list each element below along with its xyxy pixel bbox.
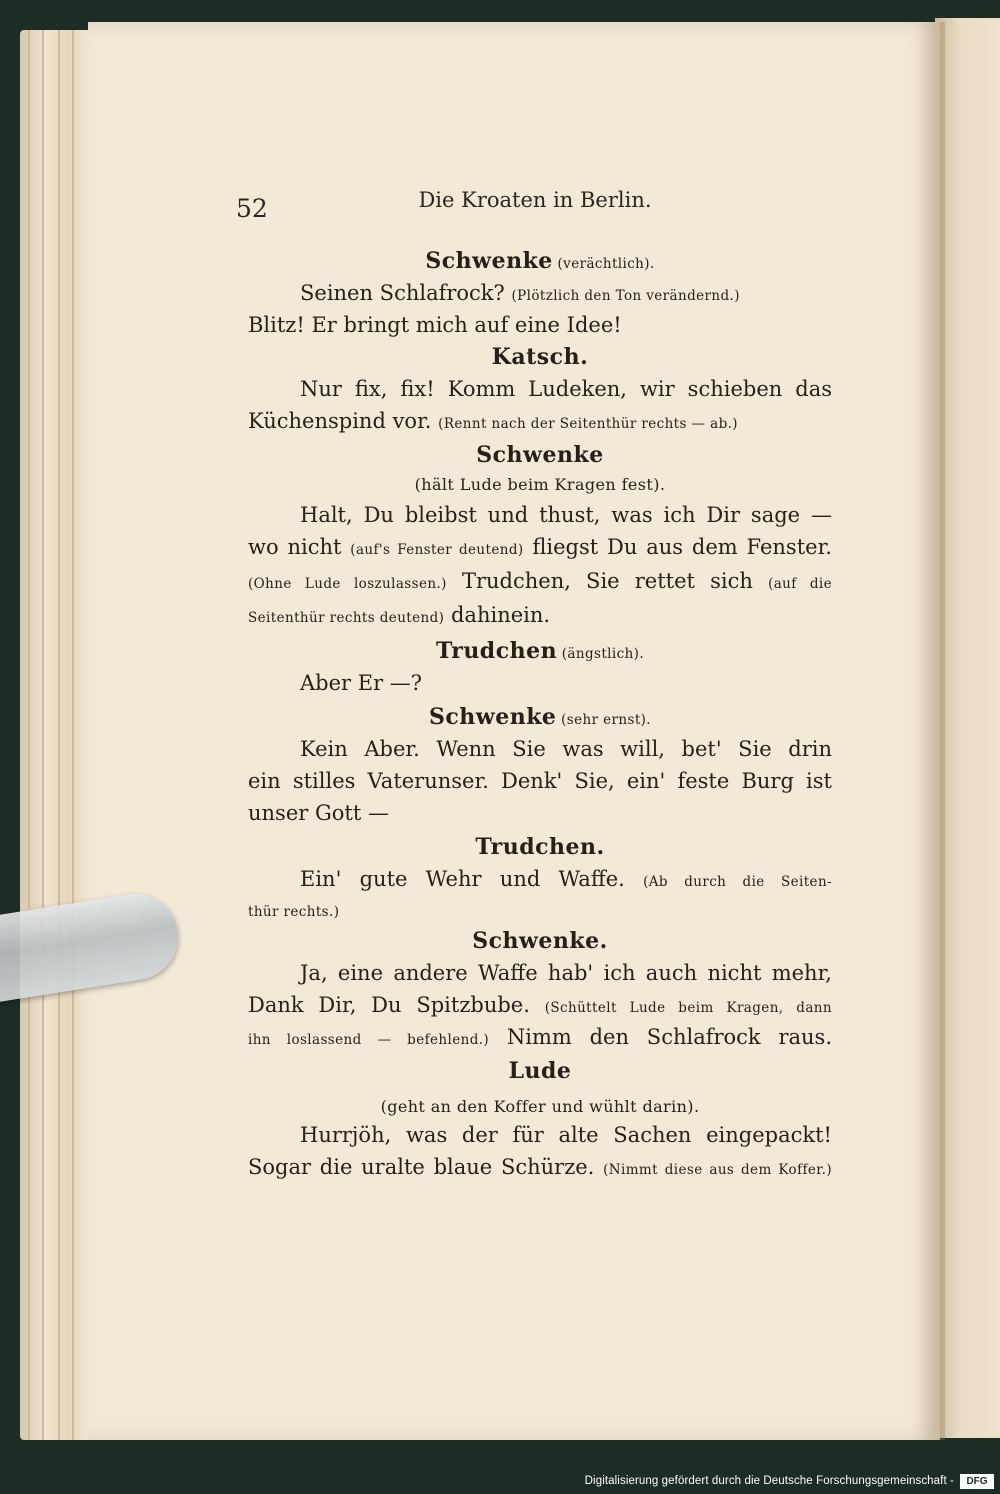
dialogue-line [248, 864, 832, 897]
dialogue-line [248, 500, 832, 530]
speaker-name [0, 1056, 1000, 1086]
dialogue-text: ein stilles Vaterunser. Denk' Sie, ein' feste Burg ist [248, 769, 832, 793]
dialogue-text: Kein Aber. Wenn Sie was will, bet' Sie drin [300, 737, 832, 761]
stage-direction: (hält Lude beim Kragen fest). [414, 475, 666, 494]
speaker-name [0, 342, 1000, 372]
stage-direction: Seitenthür rechts deutend) [248, 610, 445, 626]
speaker-label: Lude [508, 1058, 572, 1084]
dialogue-line [248, 1152, 832, 1185]
speaker-name [0, 636, 1000, 669]
dialogue-line [248, 990, 832, 1023]
dialogue-line [248, 278, 832, 311]
dialogue-text: unser Gott — [248, 801, 389, 825]
dialogue-line [248, 734, 832, 764]
stage-direction: (Ohne Lude loszulassen.) [248, 576, 447, 592]
speaker-label: Schwenke [425, 248, 553, 274]
dialogue-text: wo nicht [248, 535, 351, 559]
dialogue-line [248, 566, 832, 599]
dialogue-text: Trudchen, Sie rettet sich [446, 569, 769, 593]
dialogue-text: Ein' gute Wehr und Waffe. [300, 867, 644, 891]
dialogue-text: Aber Er —? [300, 671, 423, 695]
speaker-label: Trudchen. [475, 834, 605, 860]
running-title: Die Kroaten in Berlin. [418, 188, 652, 212]
dialogue-line [248, 1120, 832, 1150]
dialogue-text: Dank Dir, Du Spitzbube. [248, 993, 545, 1017]
stage-direction: (auf's Fenster deutend) [350, 542, 524, 558]
dialogue-line [248, 1022, 832, 1055]
speaker-label: Schwenke [476, 442, 604, 468]
stage-direction: (geht an den Koffer und wühlt darin). [380, 1097, 700, 1116]
dialogue-line [248, 406, 832, 439]
stage-direction: (Ab durch die Seiten- [643, 874, 832, 890]
dialogue-text: Hurrjöh, was der für alte Sachen eingepackt! [300, 1123, 832, 1147]
dialogue-text: fliegst Du aus dem Fenster. [523, 535, 832, 559]
dialogue-line [248, 766, 832, 796]
dialogue-text: Halt, Du bleibst und thust, was ich Dir sage — [300, 503, 832, 527]
stage-direction: ihn loslassend — befehlend.) [248, 1032, 490, 1048]
stage-direction-line [0, 468, 1000, 500]
dialogue-text: Ja, eine andere Waffe hab' ich auch nicht mehr, [300, 961, 832, 985]
speaker-label: Schwenke. [472, 928, 608, 954]
dialogue-text: dahinein. [444, 603, 551, 627]
dialogue-text: Sogar die uralte blaue Schürze. [248, 1155, 604, 1179]
dialogue-line [248, 894, 832, 927]
stage-direction: (sehr ernst). [556, 712, 652, 728]
footer-bar [0, 1468, 1000, 1494]
speaker-name [0, 440, 1000, 470]
stage-direction: (Schüttelt Lude beim Kragen, dann [544, 1000, 832, 1016]
speaker-label: Trudchen [435, 638, 558, 664]
stage-direction: (verächtlich). [552, 256, 655, 272]
dialogue-text: Blitz! Er bringt mich auf eine Idee! [248, 313, 622, 337]
stage-direction: (Plötzlich den Ton verändernd.) [511, 288, 740, 304]
stage-direction: (auf die [768, 576, 832, 592]
stage-direction: (Nimmt diese aus dem Koffer.) [603, 1162, 832, 1178]
page-number: 52 [236, 194, 268, 223]
speaker-label: Katsch. [491, 344, 589, 370]
dfg-logo: DFG [960, 1474, 994, 1489]
dialogue-text: Nur fix, fix! Komm Ludeken, wir schieben das [300, 377, 832, 401]
dialogue-line [248, 374, 832, 404]
speaker-name [0, 246, 1000, 279]
dialogue-line [248, 958, 832, 988]
dialogue-line [248, 532, 832, 565]
dialogue-line [248, 310, 832, 340]
dialogue-text: Küchenspind vor. [248, 409, 439, 433]
footer-credit: Digitalisierung gefördert durch die Deutsche Forschungsgemeinschaft - [584, 1475, 954, 1487]
dialogue-text: Seinen Schlafrock? [300, 281, 512, 305]
dialogue-line [248, 798, 832, 828]
stage-direction-line [0, 1090, 1000, 1122]
stage-direction: (Rennt nach der Seitenthür rechts — ab.) [438, 416, 738, 432]
stage-direction: thür rechts.) [248, 904, 340, 920]
dialogue-line [248, 600, 832, 633]
speaker-label: Schwenke [428, 704, 557, 730]
speaker-name [0, 832, 1000, 862]
dialogue-text: Nimm den Schlafrock raus. [489, 1025, 832, 1049]
dialogue-line [248, 668, 832, 698]
stage-direction: (ängstlich). [557, 646, 645, 662]
speaker-name [0, 702, 1000, 735]
